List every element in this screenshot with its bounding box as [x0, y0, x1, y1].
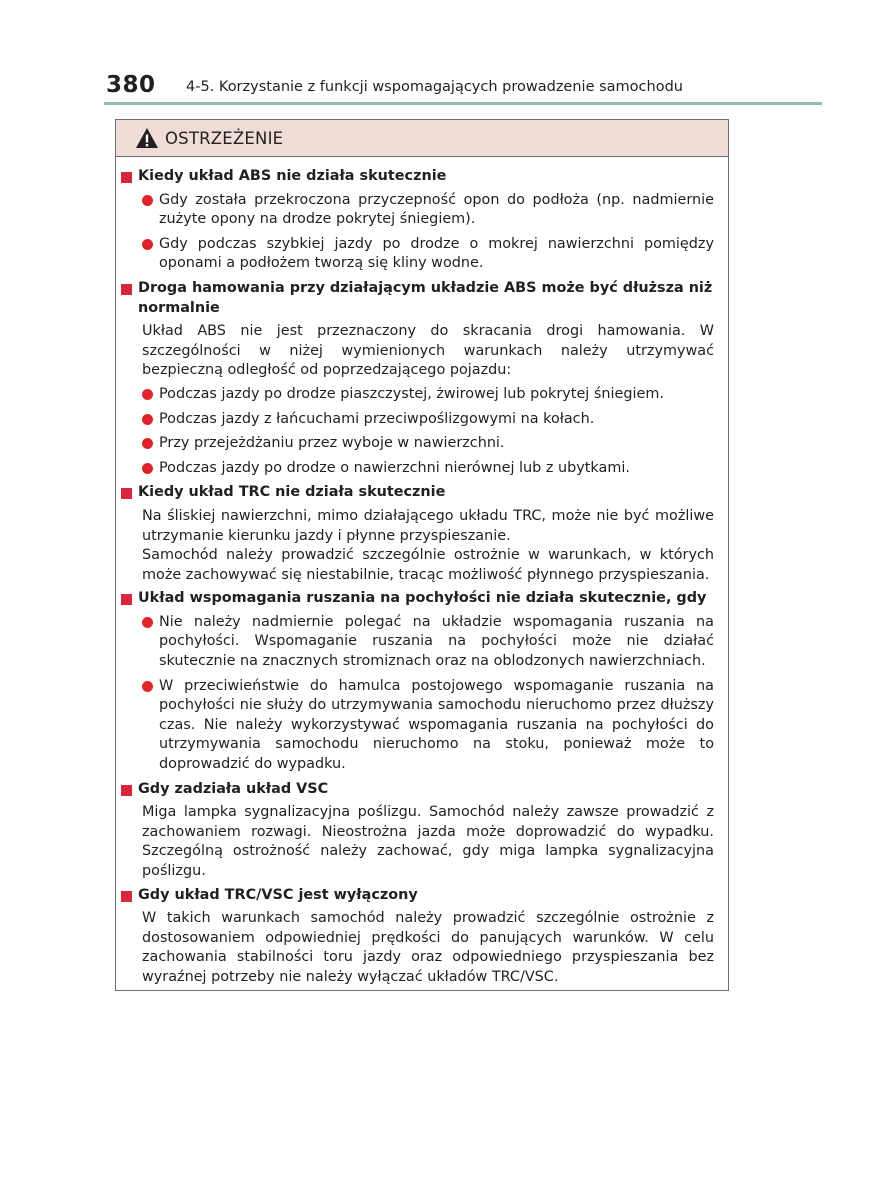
list-item-text: Gdy podczas szybkiej jazdy po drodze o mokrej nawierzchni pomiędzy oponami a podłożem tworzą się kliny wodne.: [159, 235, 714, 272]
section-heading: [121, 780, 714, 800]
red-square-bullet-icon: [121, 172, 132, 183]
section-heading: [121, 886, 714, 906]
red-dot-bullet-icon: [142, 195, 153, 206]
red-dot-bullet-icon: [142, 617, 153, 628]
red-square-bullet-icon: [121, 488, 132, 499]
section-heading-text: Gdy układ TRC/VSC jest wyłączony: [138, 886, 418, 903]
red-dot-bullet-icon: [142, 463, 153, 474]
section-heading-text: Kiedy układ TRC nie działa skutecznie: [138, 484, 446, 501]
page-number: 380: [106, 72, 156, 98]
red-dot-bullet-icon: [142, 414, 153, 425]
section-heading: [121, 167, 714, 187]
list-item: [121, 191, 714, 230]
list-item-text: Przy przejeżdżaniu przez wyboje w nawierzchni.: [159, 435, 505, 452]
section-paragraph: Układ ABS nie jest przeznaczony do skracania drogi hamowania. W szczególności w niżej wymienionych warunkach należy utrzymywać bezpieczną odległość od poprzedzającego pojazdu:: [142, 323, 714, 379]
section-paragraph: Samochód należy prowadzić szczególnie ostrożnie w warunkach, w których może zachowywać się niestabilnie, tracąc możliwość płynnego przyspieszania.: [142, 547, 714, 583]
red-square-bullet-icon: [121, 891, 132, 902]
red-dot-bullet-icon: [142, 681, 153, 692]
red-dot-bullet-icon: [142, 438, 153, 449]
section-heading: [121, 589, 714, 609]
red-dot-bullet-icon: [142, 239, 153, 250]
list-item: [121, 677, 714, 775]
warning-title: OSTRZEŻENIE: [165, 128, 284, 148]
section-heading-text: Kiedy układ ABS nie działa skutecznie: [138, 168, 447, 184]
red-dot-bullet-icon: [142, 389, 153, 400]
list-item: [121, 385, 714, 405]
list-item-text: Podczas jazdy z łańcuchami przeciwpoślizgowymi na kołach.: [159, 410, 595, 427]
red-square-bullet-icon: [121, 594, 132, 605]
list-item-text: Podczas jazdy po drodze piaszczystej, żwirowej lub pokrytej śniegiem.: [159, 385, 664, 402]
red-square-bullet-icon: [121, 785, 132, 796]
section-paragraph: Na śliskiej nawierzchni, mimo działającego układu TRC, może nie być możliwe utrzymanie kierunku jazdy i płynne przyspieszanie.: [142, 507, 714, 544]
list-item-text: Nie należy nadmiernie polegać na układzie wspomagania ruszania na pochyłości. Wspomaganie ruszania na pochyłości może nie działać skutecznie na znacznych stromiznach oraz na oblodzonych nawierzchniach.: [159, 613, 714, 670]
section-heading-text: Gdy zadziała układ VSC: [138, 780, 329, 797]
list-item-text: Gdy została przekroczona przyczepność opon do podłoża (np. nadmiernie zużyte opony na drodze pokrytej śniegiem).: [159, 191, 714, 228]
list-item-text: Podczas jazdy po drodze o nawierzchni nierównej lub z ubytkami.: [159, 459, 630, 476]
section-paragraph: Miga lampka sygnalizacyjna poślizgu. Samochód należy zawsze prowadzić z zachowaniem rozwagi. Nieostrożna jazda może doprowadzić do wypadku. Szczególną ostrożność należy zachować, gdy miga lampka sygnalizacyjna poślizgu.: [142, 804, 714, 879]
list-item-text: W przeciwieństwie do hamulca postojowego wspomaganie ruszania na pochyłości nie służy do utrzymywania samochodu nieruchomo przez dłuższy czas. Nie należy wykorzystywać wspomagania ruszania na pochyłości do utrzymywania samochodu nieruchomo na stoku, ponieważ może to doprowadzić do wypadku.: [159, 677, 714, 773]
section-heading-text: Droga hamowania przy działającym układzie ABS może być dłuższa niż normalnie: [138, 279, 713, 316]
section-heading: [121, 483, 714, 503]
list-item: [121, 235, 714, 274]
list-item: [121, 613, 714, 672]
section-title: 4-5. Korzystanie z funkcji wspomagających prowadzenie samochodu: [186, 79, 683, 95]
warning-header: [116, 120, 728, 157]
section-heading: [121, 279, 714, 318]
section-heading-text: Układ wspomagania ruszania na pochyłości nie działa skutecznie, gdy: [138, 590, 707, 607]
warning-content: [121, 167, 714, 992]
list-item: [121, 434, 714, 454]
header-rule: [104, 102, 822, 105]
section-paragraph: W takich warunkach samochód należy prowadzić szczególnie ostrożnie z dostosowaniem odpowiedniej prędkości do panujących warunków. W celu zachowania stabilności toru jazdy oraz odpowiedniego przyspieszania bez wyraźnej potrzeby nie należy wyłączać układów TRC/VSC.: [142, 910, 714, 985]
warning-triangle-icon: [135, 127, 159, 149]
warning-box: [115, 119, 729, 991]
list-item: [121, 459, 714, 479]
list-item: [121, 410, 714, 430]
red-square-bullet-icon: [121, 284, 132, 295]
